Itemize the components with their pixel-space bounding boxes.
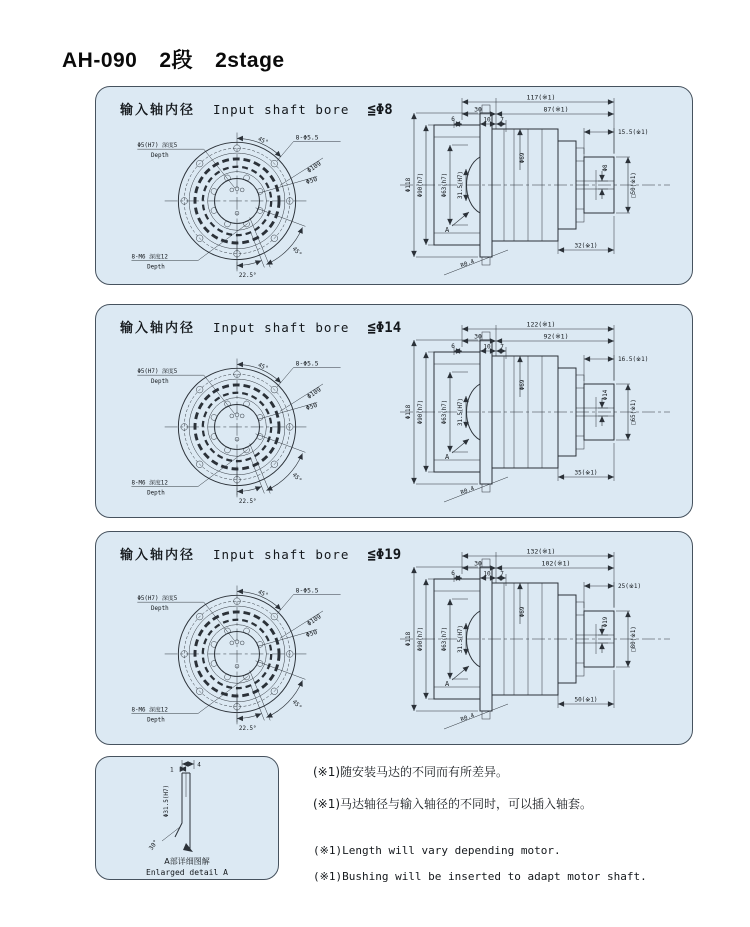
dim-phi118: Φ118 — [405, 631, 412, 647]
header-en: Input shaft bore — [213, 102, 350, 117]
bolt-circle-dia-label: Φ109 — [306, 160, 323, 175]
bore-dia-label: Φ50 — [305, 628, 319, 640]
dim-phi90: Φ90(h7) — [418, 626, 424, 652]
panel-input-bore-14 — [95, 304, 693, 518]
detail-dim-4: 4 — [197, 761, 201, 769]
panel-input-bore-8 — [95, 86, 693, 285]
radius-label: R0.4 — [460, 485, 476, 497]
dim-6: 6 — [451, 116, 455, 123]
front-annotations — [131, 134, 340, 279]
bore-limit: ≦Φ14 — [367, 320, 402, 336]
bolt-pattern-label: 8-Φ5.5 — [295, 587, 319, 595]
tap-hole-sublabel: Depth — [147, 264, 165, 271]
dim-phi69: Φ69 — [519, 152, 526, 164]
dim-7: 7 — [500, 116, 504, 124]
tap-hole-sublabel: Depth — [147, 717, 165, 724]
dim-square-flange: □50(※1) — [631, 172, 637, 198]
dim-right-length: 92(※1) — [543, 332, 569, 341]
angle-45-top-label: 45° — [256, 136, 269, 147]
dim-right-length: 87(※1) — [543, 105, 569, 114]
angle-45-bottom-label: 45° — [290, 699, 303, 712]
pin-hole-sublabel: Depth — [151, 605, 169, 612]
dim-phi69: Φ69 — [519, 379, 526, 391]
side-dimensions — [405, 94, 648, 276]
panel-enlarged-detail-a — [95, 756, 279, 880]
dim-bore-315: 31.5(H7) — [458, 625, 464, 653]
angle-45-top-label: 45° — [256, 589, 269, 600]
section-a-label: A — [445, 226, 450, 234]
radius-label: R0.4 — [460, 712, 476, 724]
header-en: Input shaft bore — [213, 547, 350, 562]
bolt-circle-dia-label: Φ109 — [306, 386, 323, 401]
dim-6: 6 — [451, 570, 455, 577]
dim-phi118: Φ118 — [405, 404, 412, 420]
front-annotations — [131, 587, 340, 732]
dim-phi63: Φ63(h7) — [442, 172, 448, 198]
detail-bore-label: Φ31.5(H7) — [163, 784, 170, 818]
tap-hole-label: 8-M6 深度12 — [131, 480, 168, 487]
dim-square-flange: □65(※1) — [631, 399, 637, 425]
dim-motor-length: 16.5(※1) — [618, 356, 649, 363]
header-cn: 输入轴内径 — [120, 102, 196, 117]
section-a-label: A — [445, 453, 450, 461]
dim-total: 132(※1) — [526, 547, 556, 556]
dim-square-flange: □80(※1) — [631, 626, 637, 652]
bore-limit: ≦Φ8 — [367, 102, 393, 118]
side-view-drawing — [356, 317, 686, 513]
note-cn-1: (※1)随安装马达的不同而有所差异。 — [313, 765, 509, 779]
stage-label-cn: 2段 — [159, 49, 194, 72]
side-view-drawing — [356, 90, 686, 285]
side-dimensions — [405, 548, 641, 730]
radius-label: R0.4 — [460, 258, 476, 270]
pin-hole-sublabel: Depth — [151, 378, 169, 385]
dim-phi118: Φ118 — [405, 177, 412, 193]
side-view-drawing — [356, 544, 686, 740]
note-en-1: (※1)Length will vary depending motor. — [313, 844, 561, 857]
dim-30: 30 — [474, 105, 482, 114]
dim-shaft-dia: Φ19 — [603, 616, 609, 628]
dim-bore-315: 31.5(H7) — [458, 398, 464, 426]
angle-45-bottom-label: 45° — [290, 472, 303, 485]
angle-45-bottom-label: 45° — [290, 246, 303, 259]
dim-phi63: Φ63(h7) — [442, 399, 448, 425]
dim-right-length: 102(※1) — [541, 559, 571, 568]
dim-bottom: 32(※1) — [574, 242, 598, 250]
model-number: AH-090 — [62, 49, 138, 72]
dim-30: 30 — [474, 559, 482, 568]
detail-arrow — [183, 843, 193, 852]
bolt-pattern-label: 8-Φ5.5 — [295, 134, 319, 142]
bore-limit: ≦Φ19 — [367, 547, 402, 563]
dim-motor-length: 25(※1) — [618, 583, 642, 590]
dim-7: 7 — [500, 343, 504, 351]
pin-hole-label: Φ5(H7) 深度5 — [137, 143, 178, 150]
dim-6: 6 — [451, 343, 455, 350]
dim-shaft-dia: Φ8 — [603, 164, 609, 172]
angle-225-label: 22.5° — [238, 499, 257, 506]
front-annotations — [131, 360, 340, 505]
header-en: Input shaft bore — [213, 320, 350, 335]
dim-10: 10 — [483, 116, 491, 124]
detail-angle-label: 30° — [147, 838, 160, 852]
page-title — [62, 44, 307, 74]
pin-hole-sublabel: Depth — [151, 152, 169, 159]
detail-dimensions — [148, 760, 201, 852]
tap-hole-label: 8-M6 深度12 — [131, 707, 168, 714]
dim-phi69: Φ69 — [519, 606, 526, 618]
dim-10: 10 — [483, 570, 491, 578]
tap-hole-label: 8-M6 深度12 — [131, 254, 168, 261]
dim-phi63: Φ63(h7) — [442, 626, 448, 652]
dim-total: 117(※1) — [526, 93, 556, 102]
bore-dia-label: Φ50 — [305, 401, 319, 413]
detail-caption — [146, 856, 228, 877]
angle-225-label: 22.5° — [238, 726, 257, 733]
dim-30: 30 — [474, 332, 482, 341]
front-view-drawing — [112, 566, 362, 738]
section-a-label: A — [445, 680, 450, 688]
detail-caption-en: Enlarged detail A — [146, 868, 228, 877]
dim-phi90: Φ90(h7) — [418, 399, 424, 425]
dim-phi90: Φ90(h7) — [418, 172, 424, 198]
dim-total: 122(※1) — [526, 320, 556, 329]
dim-motor-length: 15.5(※1) — [618, 129, 649, 136]
angle-45-top-label: 45° — [256, 362, 269, 373]
dim-bottom: 50(※1) — [574, 696, 598, 704]
note-cn-2: (※1)马达轴径与输入轴径的不同时，可以插入轴套。 — [313, 797, 593, 811]
tap-hole-sublabel: Depth — [147, 490, 165, 497]
front-view-drawing — [112, 113, 362, 285]
notes-divider-gap — [313, 827, 703, 844]
dim-shaft-dia: Φ14 — [603, 389, 609, 401]
footnotes — [313, 763, 703, 896]
enlarged-detail-drawing — [96, 757, 279, 879]
pin-hole-label: Φ5(H7) 深度5 — [137, 596, 178, 603]
dim-bore-315: 31.5(H7) — [458, 171, 464, 199]
detail-geometry — [175, 773, 193, 852]
header-cn: 输入轴内径 — [120, 320, 196, 335]
panel-input-bore-19 — [95, 531, 693, 745]
detail-dim-1: 1 — [170, 766, 174, 774]
bolt-pattern-label: 8-Φ5.5 — [295, 360, 319, 368]
bolt-circle-dia-label: Φ109 — [306, 613, 323, 628]
dim-10: 10 — [483, 343, 491, 351]
note-en-2: (※1)Bushing will be inserted to adapt motor shaft. — [313, 870, 647, 883]
dim-bottom: 35(※1) — [574, 469, 598, 477]
pin-hole-label: Φ5(H7) 深度5 — [137, 369, 178, 376]
side-dimensions — [405, 321, 648, 503]
header-cn: 输入轴内径 — [120, 547, 196, 562]
stage-label-en: 2stage — [215, 49, 285, 72]
angle-225-label: 22.5° — [238, 273, 257, 280]
bore-dia-label: Φ50 — [305, 175, 319, 187]
front-view-drawing — [112, 339, 362, 511]
dim-7: 7 — [500, 570, 504, 578]
detail-caption-cn: A部详细图解 — [164, 857, 210, 866]
